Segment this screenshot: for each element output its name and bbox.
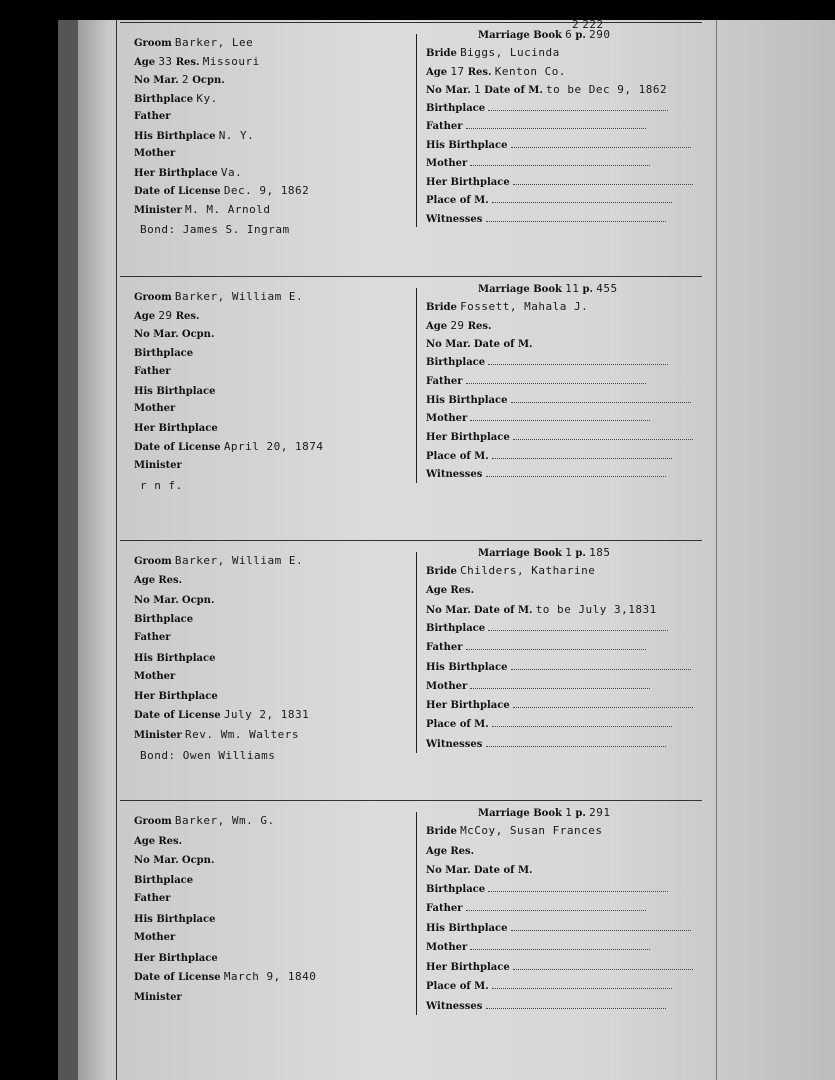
bride-row-bride-his-birthplace — [426, 661, 702, 675]
field-label: p. — [575, 30, 586, 41]
groom-row-groom-age — [134, 309, 410, 323]
groom-row-groom-name — [134, 554, 410, 568]
bride-row-bride-her-birthplace — [426, 431, 702, 445]
groom-row-groom-age — [134, 55, 410, 69]
groom-name-value: Barker, Lee — [174, 36, 254, 49]
field-label: Date of M. — [473, 865, 533, 876]
fill-line — [470, 941, 650, 950]
bride-name-value: Fossett, Mahala J. — [460, 300, 589, 313]
groom-row-groom-name — [134, 36, 410, 50]
groom-row-groom-age — [134, 834, 410, 848]
groom-row-his-birthplace — [134, 651, 410, 665]
field-label: Father — [134, 111, 171, 122]
bride-row-bride-name — [426, 824, 702, 838]
field-label: Marriage Book — [478, 548, 562, 559]
fill-line — [486, 213, 666, 222]
bride-row-bride-no-mar — [426, 337, 702, 351]
groom-row-minister — [134, 728, 410, 742]
field-label: His Birthplace — [426, 139, 508, 151]
date-of-license-value: July 2, 1831 — [223, 708, 310, 722]
field-label: His Birthplace — [426, 661, 508, 673]
field-label: Date of M. — [473, 604, 533, 616]
minister-value: M. M. Arnold — [185, 202, 271, 216]
bride-row-bride-her-birthplace — [426, 176, 702, 190]
marriage-book-row — [478, 546, 698, 560]
groom-res-value: Missouri — [202, 54, 260, 68]
groom-row-groom-name — [134, 290, 410, 304]
field-label: Date of License — [134, 441, 221, 453]
date-of-license-value: April 20, 1874 — [223, 439, 324, 453]
field-label: Res. — [450, 585, 475, 597]
marriage-record-card — [120, 276, 702, 532]
bride-row-bride-his-birthplace — [426, 922, 702, 936]
bride-row-bride-mother — [426, 941, 702, 955]
bride-row-bride-name — [426, 564, 702, 578]
field-label: Witnesses — [426, 1000, 483, 1012]
fill-line — [511, 139, 691, 148]
fill-line — [488, 356, 668, 365]
bride-row-bride-mother — [426, 412, 702, 426]
bride-row-bride-mother — [426, 157, 702, 171]
bride-row-place-of-m — [426, 194, 702, 208]
bride-row-bride-father — [426, 120, 702, 134]
bride-age-value: 29 — [450, 318, 465, 332]
fill-line — [486, 738, 666, 747]
field-label: p. — [575, 808, 586, 819]
bride-row-bride-birthplace — [426, 102, 702, 116]
field-label: Age — [134, 835, 156, 847]
field-label: No Mar. — [426, 865, 471, 876]
field-label: Res. — [467, 66, 492, 78]
groom-row-minister — [134, 458, 410, 472]
field-label: Birthplace — [426, 883, 486, 895]
bride-row-place-of-m — [426, 980, 702, 994]
field-label: Father — [426, 642, 463, 654]
field-label: Res. — [158, 575, 183, 587]
groom-row-groom-mother — [134, 931, 410, 945]
field-label: Place of M. — [426, 719, 489, 731]
groom-row-date-of-license — [134, 970, 410, 984]
bride-row-witnesses — [426, 1000, 702, 1014]
fill-line — [486, 468, 666, 477]
field-label: His Birthplace — [134, 652, 216, 664]
groom-row-her-birthplace — [134, 951, 410, 965]
bride-row-bride-birthplace — [426, 622, 702, 636]
bride-row-bride-age — [426, 583, 702, 597]
card-note: Bond: Owen Williams — [140, 749, 276, 762]
fill-line — [466, 120, 646, 129]
field-label: Father — [426, 121, 463, 132]
groom-row-groom-no-mar — [134, 327, 410, 341]
fill-line — [492, 980, 672, 989]
field-label: Date of M. — [484, 85, 543, 96]
bride-row-bride-birthplace — [426, 883, 702, 897]
field-label: Date of License — [134, 710, 221, 722]
marriage-book-value: 1 — [565, 806, 573, 819]
card-note: r n f. — [140, 479, 183, 492]
groom-row-groom-mother — [134, 147, 410, 161]
field-label: No Mar. — [426, 85, 471, 96]
field-label: Res. — [158, 835, 183, 847]
date-of-m-value: to be Dec 9, 1862 — [546, 83, 668, 96]
fill-line — [513, 699, 693, 708]
bride-row-witnesses — [426, 738, 702, 752]
field-label: His Birthplace — [134, 913, 216, 925]
field-label: Ocpn. — [181, 594, 215, 606]
field-label: Birthplace — [426, 357, 486, 369]
field-label: Birthplace — [134, 348, 194, 360]
groom-row-groom-no-mar — [134, 593, 410, 607]
groom-row-minister — [134, 203, 410, 217]
card-top-rule — [120, 276, 702, 277]
field-label: p. — [575, 548, 586, 559]
bride-row-bride-no-mar — [426, 83, 702, 97]
field-label: Father — [134, 365, 171, 377]
field-label: Witnesses — [426, 213, 483, 225]
field-label: His Birthplace — [134, 130, 216, 142]
field-label: Minister — [134, 729, 182, 741]
date-of-m-value: to be July 3,1831 — [535, 602, 657, 616]
field-label: Age — [134, 310, 156, 322]
groom-row-groom-mother — [134, 402, 410, 416]
bride-row-bride-no-mar — [426, 603, 702, 617]
groom-row-groom-father — [134, 365, 410, 379]
bride-row-bride-father — [426, 902, 702, 916]
field-label: Date of License — [134, 972, 221, 983]
marriage-record-card — [120, 18, 702, 276]
field-label: Father — [134, 632, 171, 644]
field-label: Her Birthplace — [426, 700, 510, 712]
field-label: Minister — [134, 991, 182, 1003]
field-label: Birthplace — [426, 622, 486, 634]
groom-row-groom-birthplace — [134, 92, 410, 106]
field-label: Minister — [134, 204, 182, 216]
bride-res-value: Kenton Co. — [494, 64, 566, 78]
column-divider — [416, 812, 417, 1015]
column-divider — [416, 552, 417, 753]
groom-row-groom-mother — [134, 670, 410, 684]
groom-row-groom-birthplace — [134, 346, 410, 360]
field-label: Ocpn. — [181, 329, 215, 341]
his-birthplace-value: N. Y. — [218, 128, 255, 142]
field-label: Mother — [134, 148, 176, 159]
groom-name-value: Barker, William E. — [174, 554, 304, 567]
field-label: Her Birthplace — [426, 961, 510, 973]
field-label: Date of M. — [473, 339, 533, 351]
fill-line — [492, 194, 672, 203]
field-label: Bride — [426, 826, 457, 837]
bride-row-bride-age — [426, 319, 702, 333]
fill-line — [470, 412, 650, 421]
page-extra-value: 222 — [582, 18, 604, 31]
groom-row-date-of-license — [134, 708, 410, 722]
groom-row-date-of-license — [134, 440, 410, 454]
card-top-rule — [120, 540, 702, 541]
marriage-record-card — [120, 540, 702, 802]
field-label: Birthplace — [134, 613, 194, 625]
field-label: Bride — [426, 48, 457, 59]
field-label: Minister — [134, 460, 182, 472]
groom-row-her-birthplace — [134, 689, 410, 703]
fill-line — [511, 661, 691, 670]
bride-row-bride-birthplace — [426, 356, 702, 370]
field-label: Her Birthplace — [426, 431, 510, 443]
bride-name-value: Biggs, Lucinda — [460, 46, 560, 59]
field-label: Her Birthplace — [134, 167, 218, 179]
groom-birthplace-value: Ky. — [196, 91, 218, 105]
fill-line — [486, 1000, 666, 1009]
field-label: Res. — [450, 845, 475, 857]
bride-row-bride-mother — [426, 680, 702, 694]
field-label: Marriage Book — [478, 284, 562, 295]
groom-row-her-birthplace — [134, 166, 410, 180]
field-label: Groom — [134, 38, 172, 49]
bride-row-bride-no-mar — [426, 863, 702, 877]
field-label: Ocpn. — [192, 75, 225, 86]
field-label: Age — [426, 585, 448, 597]
field-label: His Birthplace — [134, 385, 216, 397]
field-label: p. — [582, 284, 594, 295]
field-label: Mother — [426, 413, 468, 425]
groom-row-groom-birthplace — [134, 612, 410, 626]
fill-line — [466, 902, 646, 911]
fill-line — [488, 883, 668, 892]
bride-name-value: Childers, Katharine — [460, 564, 596, 577]
fill-line — [511, 922, 691, 931]
bride-row-place-of-m — [426, 450, 702, 464]
card-note: Bond: James S. Ingram — [140, 223, 290, 236]
field-label: His Birthplace — [426, 394, 508, 406]
marriage-book-value: 1 — [565, 546, 573, 559]
field-label: Her Birthplace — [134, 952, 218, 964]
groom-row-groom-no-mar — [134, 853, 410, 867]
bride-name-value: McCoy, Susan Frances — [460, 824, 603, 837]
groom-row-his-birthplace — [134, 129, 410, 143]
marriage-book-value: 6 — [565, 28, 573, 41]
groom-row-her-birthplace — [134, 421, 410, 435]
bride-row-witnesses — [426, 213, 702, 227]
groom-row-groom-father — [134, 110, 410, 124]
groom-row-groom-father — [134, 892, 410, 906]
groom-row-minister — [134, 990, 410, 1004]
film-edge — [58, 20, 78, 1080]
field-label: Birthplace — [134, 874, 194, 886]
field-label: Her Birthplace — [134, 422, 218, 434]
field-label: Mother — [426, 158, 468, 169]
bride-row-bride-his-birthplace — [426, 394, 702, 408]
marriage-book-row — [478, 282, 698, 296]
bride-age-value: 17 — [450, 64, 465, 78]
field-label: Father — [426, 375, 463, 387]
bride-no-mar-value: 1 — [473, 83, 481, 96]
groom-row-date-of-license — [134, 184, 410, 198]
field-label: Her Birthplace — [426, 176, 510, 188]
book-extra-value: 2 — [572, 18, 580, 31]
fill-line — [488, 622, 668, 631]
date-of-license-value: Dec. 9, 1862 — [223, 184, 310, 197]
bride-row-bride-father — [426, 641, 702, 655]
field-label: Mother — [426, 680, 468, 692]
groom-name-value: Barker, William E. — [174, 290, 304, 303]
field-label: Ocpn. — [181, 855, 215, 866]
groom-name-value: Barker, Wm. G. — [174, 814, 275, 827]
field-label: No Mar. — [134, 594, 179, 606]
field-label: Witnesses — [426, 469, 483, 481]
groom-row-groom-no-mar — [134, 73, 410, 87]
field-label: Father — [134, 893, 171, 904]
field-label: Mother — [134, 670, 176, 682]
page-value: 455 — [596, 282, 618, 295]
fill-line — [470, 157, 650, 166]
field-label: Her Birthplace — [134, 691, 218, 703]
field-label: Res. — [467, 320, 492, 332]
field-label: Age — [426, 320, 448, 332]
field-label: Witnesses — [426, 738, 483, 750]
field-label: Father — [426, 903, 463, 914]
field-label: No Mar. — [134, 329, 179, 341]
bride-row-witnesses — [426, 468, 702, 482]
field-label: Groom — [134, 292, 172, 303]
right-margin-line — [716, 20, 717, 1080]
bride-row-bride-her-birthplace — [426, 699, 702, 713]
field-label: Marriage Book — [478, 808, 562, 819]
field-label: Bride — [426, 566, 457, 577]
fill-line — [511, 394, 691, 403]
fill-line — [513, 961, 693, 970]
field-label: Birthplace — [426, 102, 486, 114]
field-label: Place of M. — [426, 195, 489, 206]
field-label: Groom — [134, 816, 172, 827]
fill-line — [492, 450, 672, 459]
field-label: No Mar. — [426, 604, 471, 616]
page-value: 291 — [589, 806, 611, 819]
minister-value: Rev. Wm. Walters — [185, 727, 299, 741]
book-page-annotation — [572, 18, 692, 32]
groom-row-groom-birthplace — [134, 873, 410, 887]
bride-row-bride-father — [426, 375, 702, 389]
groom-no-mar-value: 2 — [181, 73, 189, 86]
bride-row-bride-name — [426, 46, 702, 60]
date-of-license-value: March 9, 1840 — [223, 970, 317, 983]
bride-row-bride-her-birthplace — [426, 961, 702, 975]
fill-line — [470, 680, 650, 689]
field-label: Groom — [134, 556, 172, 567]
field-label: Place of M. — [426, 981, 489, 992]
bride-row-bride-his-birthplace — [426, 139, 702, 153]
left-margin-line — [116, 20, 117, 1080]
field-label: Age — [134, 56, 156, 68]
her-birthplace-value: Va. — [220, 165, 243, 179]
marriage-book-row — [478, 806, 698, 820]
column-divider — [416, 34, 417, 227]
fill-line — [513, 176, 693, 185]
fill-line — [513, 431, 693, 440]
fill-line — [466, 375, 646, 384]
groom-row-his-birthplace — [134, 912, 410, 926]
field-label: Birthplace — [134, 93, 194, 105]
groom-row-groom-father — [134, 631, 410, 645]
groom-row-groom-name — [134, 814, 410, 828]
field-label: Place of M. — [426, 450, 489, 462]
field-label: Res. — [175, 56, 200, 68]
marriage-record-card — [120, 800, 702, 1065]
field-label: Date of License — [134, 186, 221, 197]
bride-row-bride-age — [426, 844, 702, 858]
field-label: Marriage Book — [478, 30, 562, 41]
fill-line — [492, 718, 672, 727]
field-label: No Mar. — [134, 75, 179, 86]
card-top-rule — [120, 800, 702, 801]
marriage-book-value: 11 — [565, 282, 580, 295]
field-label: Mother — [134, 403, 176, 415]
bride-row-bride-age — [426, 65, 702, 79]
field-label: Age — [134, 575, 156, 587]
groom-age-value: 33 — [158, 54, 173, 68]
groom-row-groom-age — [134, 573, 410, 587]
page-value: 185 — [589, 546, 611, 559]
bride-row-bride-name — [426, 300, 702, 314]
field-label: Mother — [134, 932, 176, 943]
fill-line — [488, 102, 668, 111]
field-label: His Birthplace — [426, 922, 508, 934]
field-label: No Mar. — [426, 339, 471, 351]
field-label: Res. — [175, 310, 200, 322]
groom-age-value: 29 — [158, 308, 173, 322]
field-label: Bride — [426, 302, 457, 313]
page-value: 290 — [589, 28, 611, 41]
field-label: Age — [426, 845, 448, 857]
field-label: Age — [426, 66, 448, 78]
field-label: Mother — [426, 942, 468, 953]
field-label: No Mar. — [134, 855, 179, 866]
fill-line — [466, 641, 646, 650]
bride-row-place-of-m — [426, 718, 702, 732]
column-divider — [416, 288, 417, 483]
groom-row-his-birthplace — [134, 384, 410, 398]
